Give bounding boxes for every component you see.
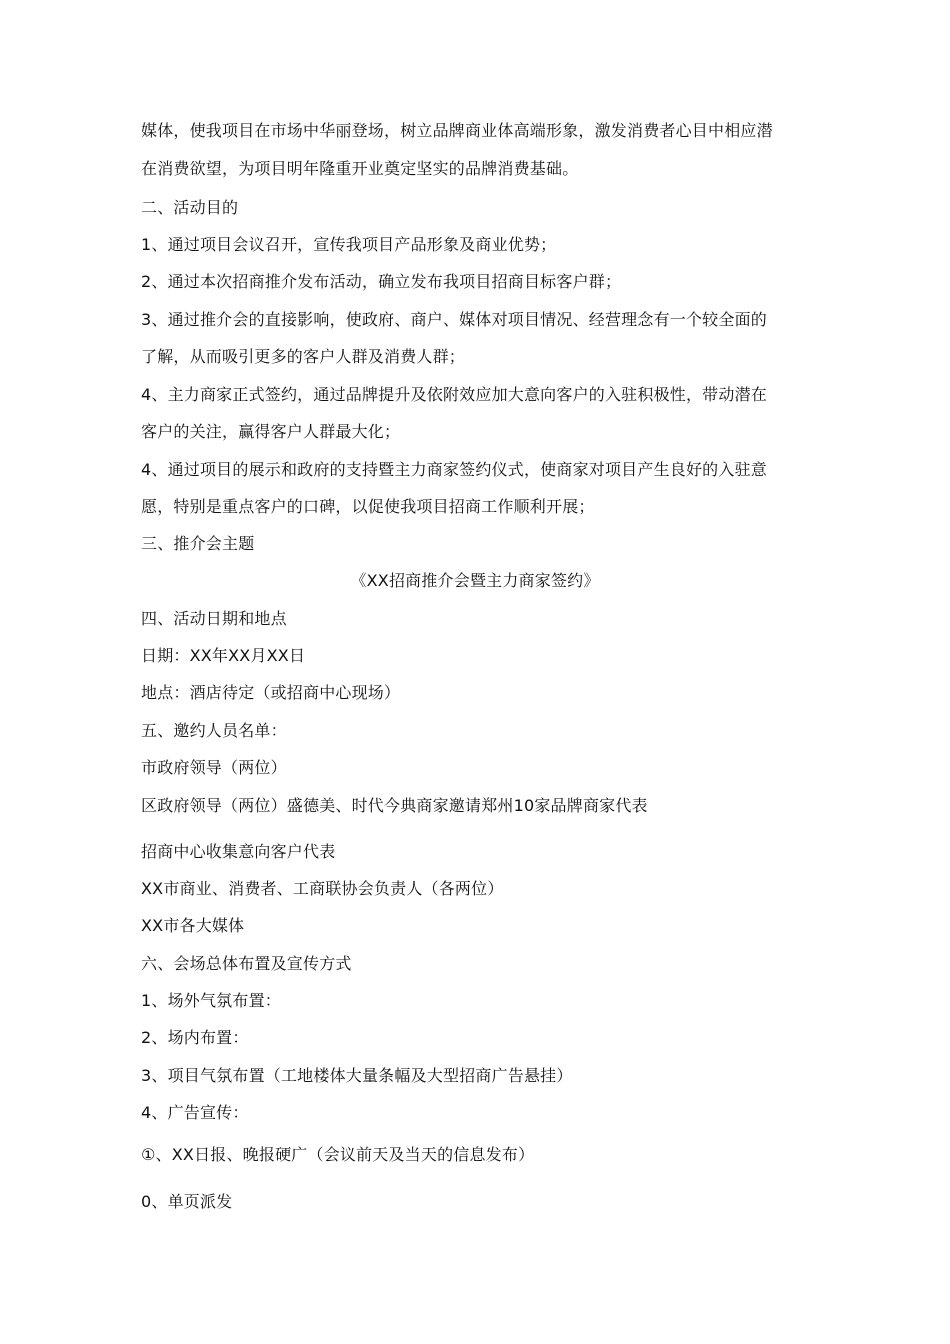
theme-title: 《XX招商推介会暨主力商家签约》 bbox=[350, 571, 600, 590]
invitee-line: 招商中心收集意向客户代表 bbox=[141, 842, 336, 861]
section-heading: 二、活动目的 bbox=[141, 198, 239, 217]
invitee-line: XX市各大媒体 bbox=[141, 916, 245, 935]
event-location: 地点：酒店待定（或招商中心现场） bbox=[141, 683, 401, 702]
list-item: 0、单页派发 bbox=[141, 1192, 233, 1211]
section-heading: 四、活动日期和地点 bbox=[141, 609, 287, 628]
list-item: 4、广告宣传： bbox=[141, 1103, 249, 1122]
invitee-line: XX市商业、消费者、工商联协会负责人（各两位） bbox=[141, 879, 504, 898]
section-heading: 六、会场总体布置及宣传方式 bbox=[141, 954, 352, 973]
list-item: 2、场内布置： bbox=[141, 1028, 249, 1047]
list-item-continuation: 愿，特别是重点客户的口碑，以促使我项目招商工作顺利开展； bbox=[141, 497, 595, 516]
invitee-line: 市政府领导（两位） bbox=[141, 758, 287, 777]
list-item: ①、XX日报、晚报硬广（会议前天及当天的信息发布） bbox=[141, 1145, 535, 1164]
invitee-line: 区政府领导（两位）盛德美、时代今典商家邀请郑州10家品牌商家代表 bbox=[141, 796, 648, 815]
list-item: 3、通过推介会的直接影响，使政府、商户、媒体对项目情况、经营理念有一个较全面的 bbox=[141, 310, 767, 329]
list-item: 4、通过项目的展示和政府的支持暨主力商家签约仪式，使商家对项目产生良好的入驻意 bbox=[141, 460, 767, 479]
list-item: 3、项目气氛布置（工地楼体大量条幅及大型招商广告悬挂） bbox=[141, 1066, 573, 1085]
list-item: 4、主力商家正式签约，通过品牌提升及依附效应加大意向客户的入驻积极性，带动潜在 bbox=[141, 385, 767, 404]
section-heading: 三、推介会主题 bbox=[141, 534, 255, 553]
event-date: 日期：XX年XX月XX日 bbox=[141, 646, 306, 665]
list-item-continuation: 了解，从而吸引更多的客户人群及消费人群； bbox=[141, 347, 466, 366]
list-item: 2、通过本次招商推介发布活动，确立发布我项目招商目标客户群； bbox=[141, 272, 622, 291]
list-item: 1、通过项目会议召开，宣传我项目产品形象及商业优势； bbox=[141, 235, 557, 254]
list-item-continuation: 客户的关注，赢得客户人群最大化； bbox=[141, 422, 401, 441]
paragraph-line: 在消费欲望，为项目明年隆重开业奠定坚实的品牌消费基础。 bbox=[141, 159, 579, 178]
paragraph-line: 媒体，使我项目在市场中华丽登场，树立品牌商业体高端形象，激发消费者心目中相应潜 bbox=[141, 121, 773, 140]
section-heading: 五、邀约人员名单： bbox=[141, 721, 287, 740]
list-item: 1、场外气氛布置： bbox=[141, 991, 281, 1010]
